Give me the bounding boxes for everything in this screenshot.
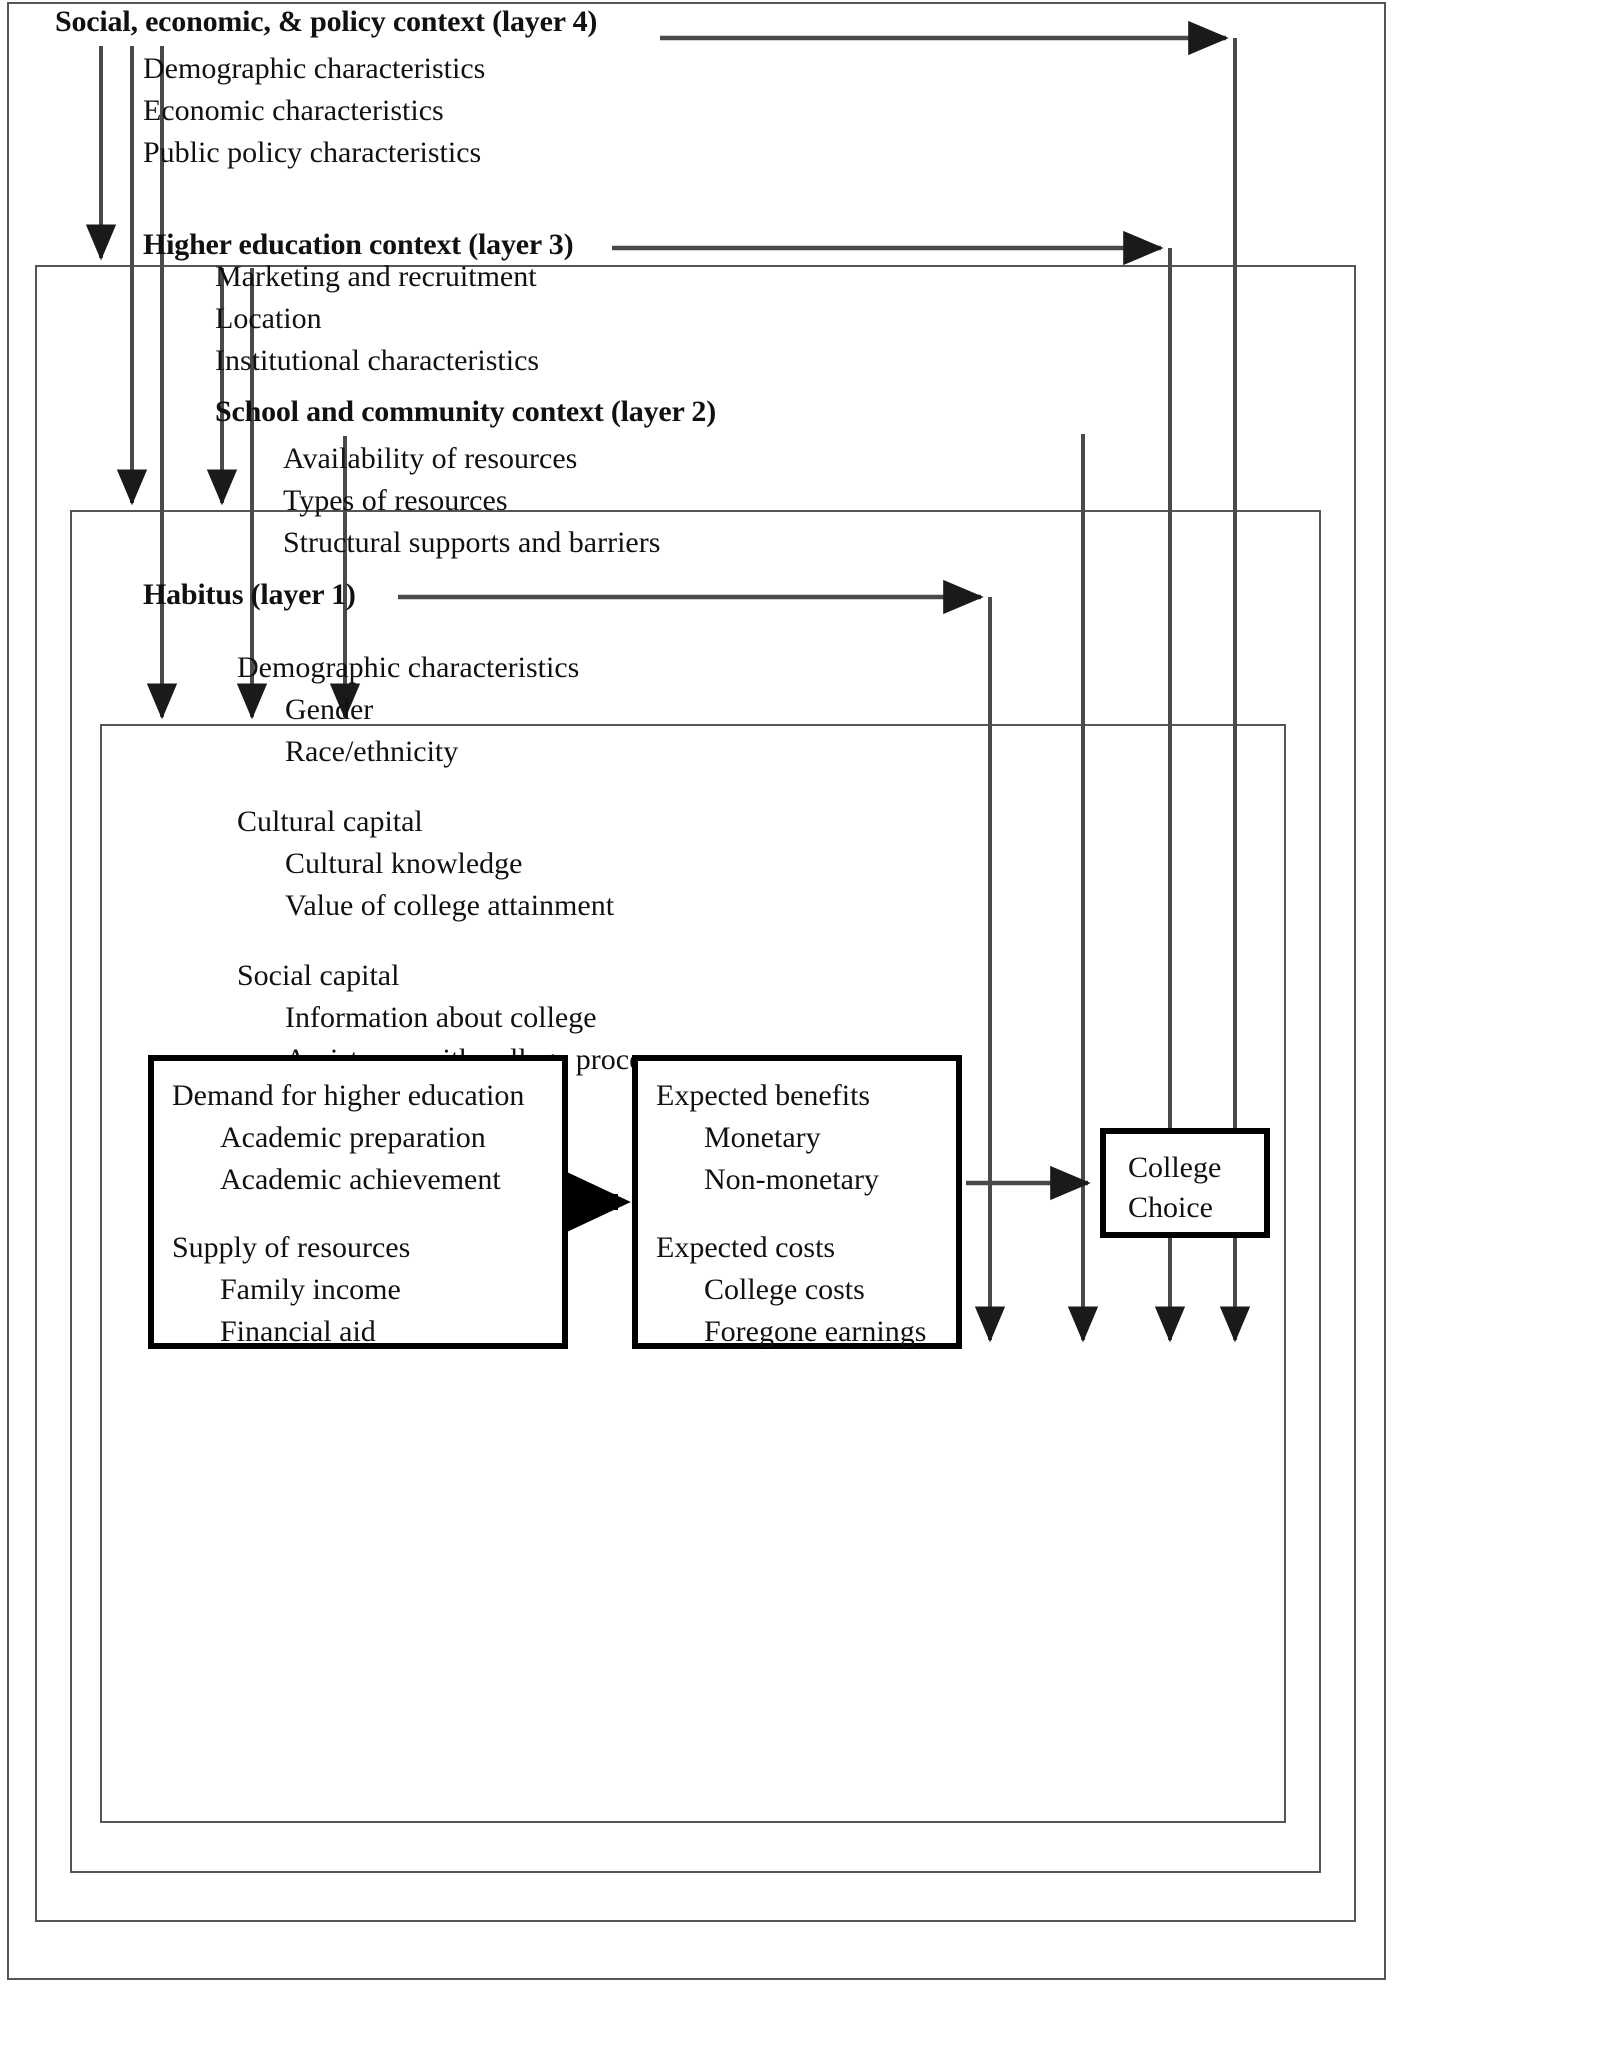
demand-box (148, 1055, 568, 1349)
supply-item: Financial aid (220, 1315, 376, 1348)
habitus-group-heading: Social capital (237, 959, 400, 992)
layer4-item: Economic characteristics (143, 94, 444, 127)
expected-benefits-box (632, 1055, 962, 1349)
layer2-item: Structural supports and barriers (283, 526, 661, 559)
habitus-group-demographic (237, 647, 691, 773)
habitus-group-heading: Demographic characteristics (237, 651, 580, 684)
demand-item: Academic preparation (220, 1121, 486, 1154)
college-choice-line2: Choice (1128, 1191, 1213, 1224)
benefits-item: Non-monetary (704, 1163, 879, 1196)
supply-item: Family income (220, 1273, 401, 1306)
college-choice-line1: College (1128, 1151, 1222, 1184)
habitus-group-item: Information about college (285, 1001, 597, 1034)
layer3-item: Marketing and recruitment (215, 260, 537, 293)
costs-item: Foregone earnings (704, 1315, 927, 1348)
benefits-item: Monetary (704, 1121, 821, 1154)
habitus-group-item: Race/ethnicity (285, 735, 459, 768)
layer2-item-list (283, 438, 660, 564)
layer4-item-list (143, 48, 485, 174)
layer3-title: Higher education context (layer 3) (143, 228, 574, 261)
demand-item: Academic achievement (220, 1163, 501, 1196)
habitus-group-heading: Cultural capital (237, 805, 423, 838)
layer2-title: School and community context (layer 2) (215, 395, 716, 428)
habitus-group-cultural-capital (237, 801, 691, 927)
habitus-group-item: Value of college attainment (285, 889, 615, 922)
layer4-title: Social, economic, & policy context (layer 4) (55, 5, 598, 38)
supply-heading: Supply of resources (172, 1231, 411, 1264)
layer2-item: Types of resources (283, 484, 508, 517)
costs-heading: Expected costs (656, 1231, 836, 1264)
benefits-heading: Expected benefits (656, 1079, 871, 1112)
habitus-group-item: Gender (285, 693, 374, 726)
layer4-item: Demographic characteristics (143, 52, 486, 85)
demand-heading: Demand for higher education (172, 1079, 525, 1112)
layer3-item: Location (215, 302, 322, 335)
habitus-group-list (237, 647, 691, 1081)
layer2-item: Availability of resources (283, 442, 578, 475)
layer3-item: Institutional characteristics (215, 344, 540, 377)
layer1-title: Habitus (layer 1) (143, 578, 356, 611)
college-choice-box (1100, 1128, 1270, 1238)
layer4-item: Public policy characteristics (143, 136, 482, 169)
costs-item: College costs (704, 1273, 865, 1306)
layer3-item-list (215, 256, 539, 382)
habitus-group-item: Cultural knowledge (285, 847, 523, 880)
